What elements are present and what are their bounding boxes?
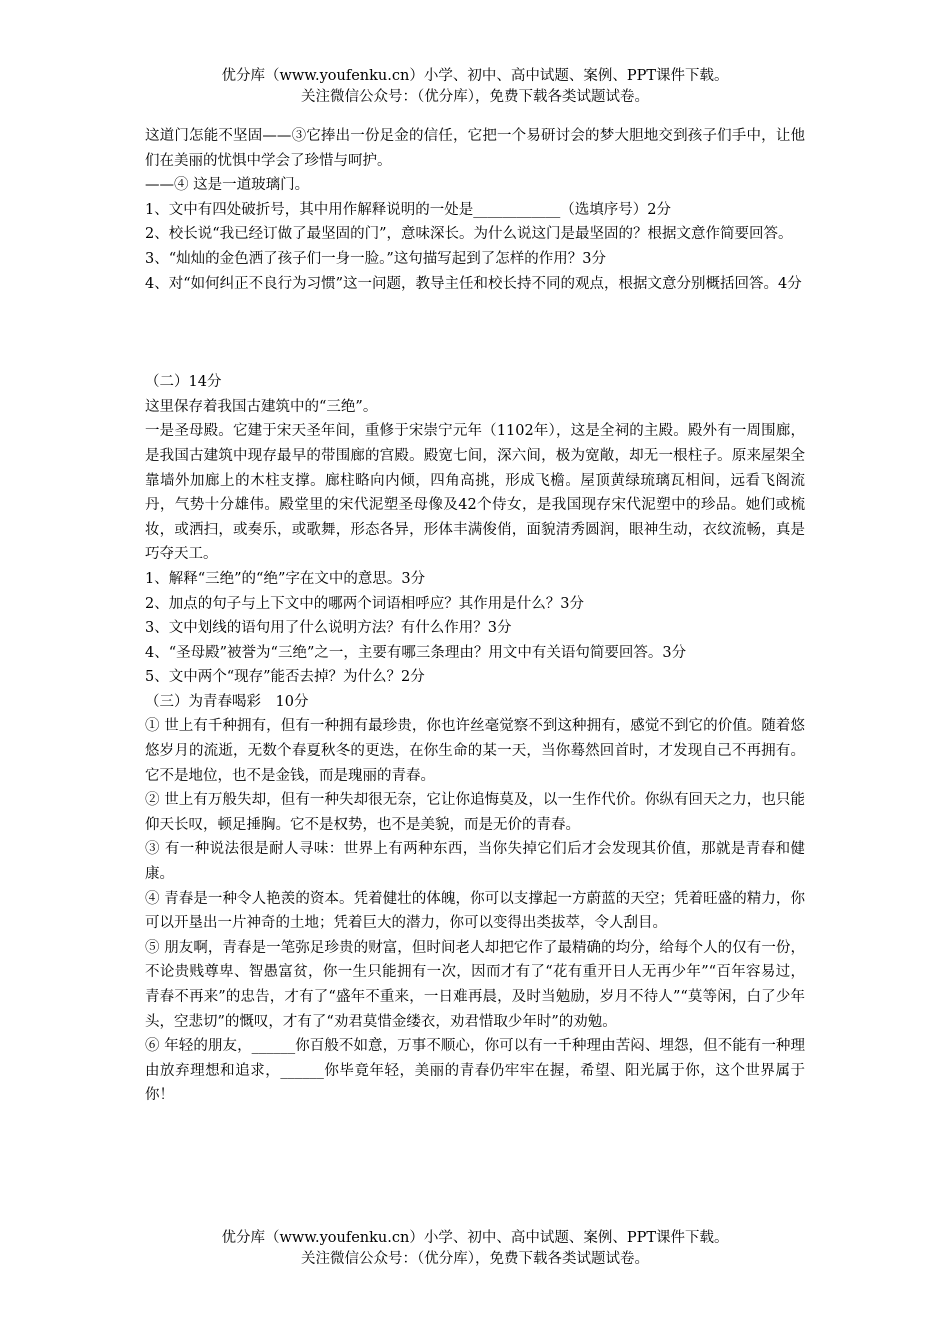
footer-line-1: 优分库（www.youfenku.cn）小学、初中、高中试题、案例、PPT课件下载。 [221, 1230, 729, 1246]
header-line-2: 关注微信公众号：（优分库），免费下载各类试题试卷。 [301, 89, 649, 105]
question-3: 3、文中划线的语句用了什么说明方法？有什么作用？3分 [145, 620, 512, 637]
passage-paragraph-6: ⑥ 年轻的朋友，______你百般不如意，万事不顺心，你可以有一千种理由苦闷、埋怨，但不能有一种理由放弃理想和追求，______你毕竟年轻，美丽的青春仍牢牢在握，希望、阳光属于你，这个世界属于你！ [145, 1038, 805, 1104]
passage-paragraph-2: ② 世上有万般失却，但有一种失却很无奈，它让你追悔莫及，以一生作代价。你纵有回天之力，也只能仰天长叹，顿足捶胸。它不是权势，也不是美貌，而是无价的青春。 [145, 792, 805, 833]
passage-paragraph: 一是圣母殿。它建于宋天圣年间，重修于宋崇宁元年（1102年），这是全祠的主殿。殿外有一周围廊，是我国古建筑中现存最早的带围廊的宫殿。殿宽七间，深六间，极为宽敞，却无一根柱子。原来屋架全靠墙外加廊上的木柱支撑。廊柱略向内倾，四角高挑，形成飞檐。屋顶黄绿琉璃瓦相间，远看飞阁流丹，气势十分雄伟。殿堂里的宋代泥塑圣母像及42个侍女，是我国现存宋代泥塑中的珍品。她们或梳妆，或洒扫，或奏乐，或歌舞，形态各异，形体丰满俊俏，面貌清秀圆润，眼神生动，衣纹流畅，真是巧夺天工。 [145, 423, 805, 563]
passage-paragraph-5: ⑤ 朋友啊，青春是一笔弥足珍贵的财富，但时间老人却把它作了最精确的均分，给每个人的仅有一份，不论贵贱尊卑、智愚富贫，你一生只能拥有一次，因而才有了“花有重开日人无再少年”“百年容易过，青春不再来”的忠告，才有了“盛年不重来，一日难再晨，及时当勉励，岁月不待人”“莫等闲，白了少年头，空悲切”的慨叹，才有了“劝君莫惜金缕衣，劝君惜取少年时”的劝勉。 [145, 939, 805, 1030]
question-1: 1、文中有四处破折号，其中用作解释说明的一处是____________（选填序号）2分 [145, 201, 671, 218]
section-intro: 这里保存着我国古建筑中的“三绝”。 [145, 398, 378, 415]
question-2: 2、校长说“我已经订做了最坚固的门”，意味深长。为什么说这门是最坚固的？根据文意作简要回答。 [145, 226, 793, 243]
passage-continuation: 这道门怎能不坚固——③它捧出一份足金的信任，它把一个易研讨会的梦大胆地交到孩子们手中，让他们在美丽的忧惧中学会了珍惜与呵护。 [145, 128, 805, 169]
section-1 [145, 124, 805, 296]
question-4: 4、对“如何纠正不良行为习惯”这一问题，教导主任和校长持不同的观点，根据文意分别概括回答。4分 [145, 275, 802, 292]
page-footer [0, 1228, 950, 1270]
footer-line-2: 关注微信公众号：（优分库），免费下载各类试题试卷。 [301, 1251, 649, 1267]
question-2: 2、加点的句子与上下文中的哪两个词语相呼应？其作用是什么？3分 [145, 595, 584, 612]
question-1: 1、解释“三绝”的“绝”字在文中的意思。3分 [145, 570, 426, 587]
document-body [145, 124, 805, 1108]
section-heading: （三）为青春喝彩 10分 [145, 693, 309, 710]
section-3 [145, 690, 805, 1108]
section-heading: （二）14分 [145, 374, 222, 391]
blank-space [145, 296, 805, 370]
question-4: 4、“圣母殿”被誉为“三绝”之一，主要有哪三条理由？用文中有关语句简要回答。3分 [145, 644, 687, 661]
page-header [0, 66, 950, 108]
passage-continuation-end: ——④ 这是一道玻璃门。 [145, 177, 310, 194]
header-line-1: 优分库（www.youfenku.cn）小学、初中、高中试题、案例、PPT课件下载。 [221, 68, 729, 84]
passage-paragraph-3: ③ 有一种说法很是耐人寻味：世界上有两种东西，当你失掉它们后才会发现其价值，那就是青春和健康。 [145, 841, 805, 883]
question-3: 3、“灿灿的金色洒了孩子们一身一脸。”这句描写起到了怎样的作用？3分 [145, 250, 607, 267]
passage-paragraph-4: ④ 青春是一种令人艳羡的资本。凭着健壮的体魄，你可以支撑起一方蔚蓝的天空；凭着旺盛的精力，你可以开垦出一片神奇的土地；凭着巨大的潜力，你可以变得出类拔萃，令人刮目。 [145, 890, 805, 932]
passage-paragraph-1: ① 世上有千种拥有，但有一种拥有最珍贵，你也许丝毫觉察不到这种拥有，感觉不到它的价值。随着悠悠岁月的流逝，无数个春夏秋冬的更迭，在你生命的某一天，当你蓦然回首时，才发现自己不再拥有。它不是地位，也不是金钱，而是瑰丽的青春。 [145, 718, 805, 784]
question-5: 5、文中两个“现存”能否去掉？为什么？2分 [145, 669, 425, 686]
section-2 [145, 370, 805, 690]
